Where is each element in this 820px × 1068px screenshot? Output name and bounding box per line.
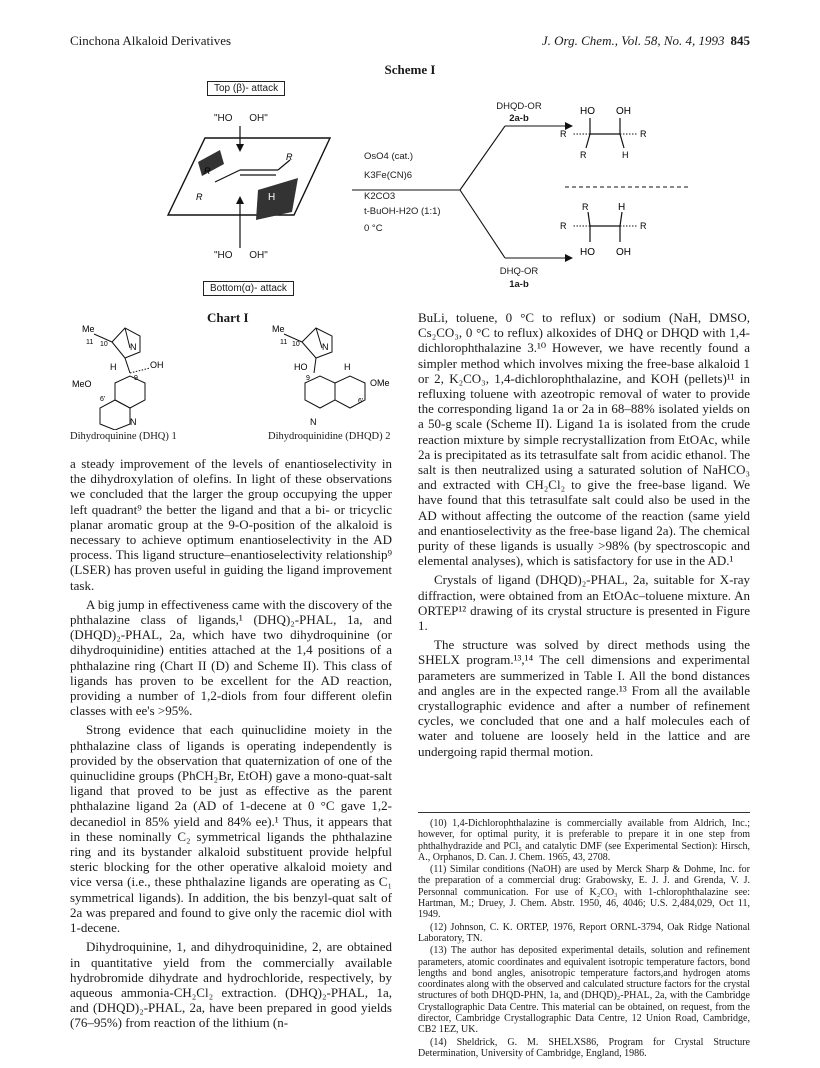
reagent-temperature: 0 °C [364,223,383,234]
journal-citation: J. Org. Chem., Vol. 58, No. 4, 1993 [541,33,725,48]
c11-label: 11 [86,339,94,346]
dihydroquinine-structure [70,318,210,430]
right-paragraph-2: Crystals of ligand (DHQD)₂-PHAL, 2a, suitable for X-ray diffraction, were obtained from an EtOAc–toluene mixture. An ORTEP¹² drawing of its crystal structure is presented in Figure 1. [418,572,750,634]
c10-label: 10 [100,341,108,348]
upper-left-blocking-wall [198,150,224,176]
top-ho-oh-label: "HO OH" [214,113,268,124]
upper-ligand-number: 2a-b [509,113,529,124]
top-attack-box: Top (β)- attack [207,81,285,96]
chart-title: Chart I [207,310,249,325]
rm-label: R [640,129,647,139]
oh-label: OH [616,247,631,258]
scheme-title: Scheme I [384,62,436,77]
left-column [70,456,392,1031]
rs-label: R [204,166,211,176]
bottom-attack-box: Bottom(α)- attack [203,281,294,296]
h-label: H [618,202,626,213]
n-label: N [322,342,329,352]
running-header-left: Cinchona Alkaloid Derivatives [70,33,232,48]
c9-label: 9 [134,375,138,382]
left-paragraph-4: Dihydroquinine, 1, and dihydroquinidine, 2, are obtained in quantitative yield from the commercially available hydrobromide dihydrate and hydrochloride, respectively, by aqueous ammonia-CH₂Cl₂ extraction. (DHQ)₂-PHAL, 1a, and (DHQD)₂-PHAL, 2a, have been prepared in good yields (76–95%) from reaction of the lithium (n- [70,939,392,1031]
c6-label: 6' [358,398,364,405]
oh-label: OH [150,360,164,370]
meo-label: MeO [72,379,92,389]
h-label: H [622,150,629,160]
page-number: 845 [730,33,750,48]
olefin-approach-diagram [160,120,350,255]
c11-label: 11 [280,339,288,346]
olefin-bond [215,170,240,182]
h-bond [620,134,624,148]
caption-dhq: Dihydroquinine (DHQ) 1 [70,431,177,442]
rl-bond [588,212,590,226]
lower-branch [460,190,505,258]
right-column [418,310,750,759]
rl-bond [586,134,590,148]
right-paragraph-3: The structure was solved by direct methods using the SHELX program.¹³,¹⁴ The cell dimensions and experimental parameters are summerized in Table I. All the bond distances and angles are in the expected range.¹³ From all the available crystallographic evidence and after a number of refinement cycles, we concluded that one and a half molecules each of water and toluene are loosely held in the lattice and are undergoing rapid thermal motion. [418,637,750,759]
reagent-solvent: t-BuOH-H2O (1:1) [364,206,441,217]
rm-label: R [286,152,293,162]
footnote-12: (12) Johnson, C. K. ORTEP, 1976, Report ORNL-3794, Oak Ridge National Laboratory, TN. [418,921,750,944]
footnotes [418,818,750,1060]
c10-label: 10 [292,341,300,348]
c9-bond [125,358,130,373]
rs-label: R [560,129,567,139]
h-bond [620,212,622,226]
left-paragraph-1: a steady improvement of the levels of enantioselectivity in the dihydroxylation of olefins. In light of these observations we concluded that the larger the group occupying the upper left quadrant⁹ the better the ligand and that a bi- or tricyclic planar aromatic group at the 9-O-position of the alkaloid is necessary to achieve optimum enantioselectivity in the AD process. This ligand structure–enantioselectivity relationship⁹ (LSER) has proven useful in guiding the ligand improvement task. [70,456,392,593]
quinoline-ring-a [115,376,145,408]
caption-dhqd: Dihydroquinidine (DHQD) 2 [268,431,391,442]
footnote-14: (14) Sheldrick, G. M. SHELXS86, Program for Crystal Structure Determination, University of Cambridge, England, 1986. [418,1036,750,1059]
upper-ligand-label: DHQD-OR [496,101,542,112]
h-label: H [110,362,117,372]
ho-label: HO [294,362,308,372]
n-label: N [130,342,137,352]
lower-diol-product [560,200,720,270]
reagent-oso4: OsO4 (cat.) [364,151,414,162]
dihydroquinidine-structure [270,318,410,430]
c9-bond [314,358,316,373]
ho-label: HO [580,106,595,117]
rl-label: R [580,150,587,160]
running-header-right [505,33,750,49]
quinoline-ring-b [100,400,130,430]
footnote-11: (11) Similar conditions (NaOH) are used by Merck Sharp & Dohme, Inc. for the preparation of a commercial drug: Grabowsky, E. J. J. and Grenda, V. J. Personnal communication. For use of K₂CO₃ with 1-chlorophthalazine see: Hartman, M.; Druey, J. Chem. Abstr. 1950, 46, 4046; U.S. 2,484,029, Oct 11, 1949. [418,864,750,921]
me-label: Me [82,324,95,334]
upper-branch [460,126,505,190]
left-paragraph-3: Strong evidence that each quinuclidine moiety in the phthalazine class of ligands is operating independently is provided by the observation that quaternization of one of the quinuclidine groups (PhCH₂Br, EtOH) gave a mono-quat-salt ligand that proved to be just as effective as the parent phthalazine ligand 2a (AD of 1-decene at 0 °C gave 1,2-decanediol in 85% yield and 84% ee).¹ Thus, it appears that in these nominally C₂ symmetrical ligands the phthalazine ring and its bystander alkaloid substituent provide helpful steric blocking for the other operative alkaloid moiety and vice versa (i.e., these phthalazine ligands are operating as C₁ symmetrical ligands). In addition, the bis benzyl-quat salt of 2a was prepared and found to give only the racemic diol with 1-decene. [70,722,392,936]
lower-ligand-number: 1a-b [509,279,529,290]
top-arrowhead [236,144,244,152]
rl-label: R [196,192,203,202]
lower-ligand-label: DHQ-OR [499,266,539,277]
lower-right-blocking-wall [256,178,298,220]
reagent-k2co3: K2CO3 [364,191,396,202]
c9-label: 9 [306,375,310,382]
ho-label: HO [580,247,595,258]
footnote-13: (13) The author has deposited experimental details, solution and refinement parameters, atomic coordinates and equivalent isotropic temperature factors, bond lengths and bond angles, anisotropic temperature factors,and hydrogen atoms coordinates along with the observed and calculated structure factors for the crystal structures of both DHQD-PHN, 1a, and (DHQD)₂-PHAL, 2a, with the Cambridge Crystallographic Data Centre. This material can be obtained, on request, from the director, Cambridge Crystallographic Data Centre, 12 Union Road, Cambridge, CB2 1EZ, UK. [418,945,750,1036]
rm-label: R [640,221,647,231]
rs-label: R [560,221,567,231]
ome-label: OMe [370,378,390,388]
h-label: H [344,362,351,372]
ring-n-label: N [310,417,317,427]
right-paragraph-1: BuLi, toluene, 0 °C to reflux) or sodium (NaH, DMSO, Cs₂CO₃, 0 °C to reflux) alkoxides of DHQ or DHQD with 1,4-dichlorophthalazine 3.¹⁰ However, we have recently found a simpler method which involves mixing the free-base alkaloid 1 or 2, K₂CO₃, 1,4-dichlorophthalazine, and KOH (pellets)¹¹ in refluxing toluene with azeotropic removal of water to provide the corresponding ligand 1a or 2a in 68–88% isolated yields on a 50-g scale (Scheme II). Ligand 1a is isolated from the crude reaction mixture by simple recrystallization from EtOAc, while 2a is precipitated as its tetrasulfate salt from acidic ethanol. The salt is then neutralized using a saturated solution of NaHCO₃ and extracted with CH₂Cl₂ to give the free-base ligand. We have found that this tetrasulfate salt could also be used in the AD without affecting the outcome of the reaction (same yield and enantioselectivity as the free-base ligand 2a). The chemical purity of these ligands is usually >98% (by spectroscopic and elemental analyses), which is satisfactory for use in the AD.¹ [418,310,750,569]
oh-label: OH [616,106,631,117]
me-label: Me [272,324,285,334]
left-paragraph-2: A big jump in effectiveness came with the discovery of the phthalazine class of ligands,¹ (DHQ)₂-PHAL, 1a, and (DHQD)₂-PHAL, 2a, which have two dihydroquinine (or dihydroquinidine) entities attached at the 1,4 positions of a phthalazine ring (Chart II (D) and Scheme II). This class of ligands has proven to be excellent for the AD reaction, providing a number of 1,2-diols from four different olefin classes with ee's >95%. [70,596,392,719]
footnote-10: (10) 1,4-Dichlorophthalazine is commercially available from Aldrich, Inc.; however, for optimal purity, it is preferable to prepare it in one step from phthalhydrazide and PCl₅ and catalytic DMF (see Experimental Section): Hirsch, A., Orphanos, D. Can. J. Chem. 1965, 43, 2708. [418,818,750,863]
c6-label: 6' [100,396,106,403]
rl-label: R [582,202,589,212]
footnote-rule [418,812,750,813]
reagent-ferricyanide: K3Fe(CN)6 [364,170,413,181]
bottom-arrowhead [236,196,244,204]
reaction-plane [168,138,330,215]
oh-hash-bond [130,368,150,373]
h-label: H [268,192,276,203]
quinoline-ring-a [305,376,335,408]
ring-n-label: N [130,417,137,427]
bottom-ho-oh-label: "HO OH" [214,250,268,261]
upper-diol-product [560,100,720,170]
